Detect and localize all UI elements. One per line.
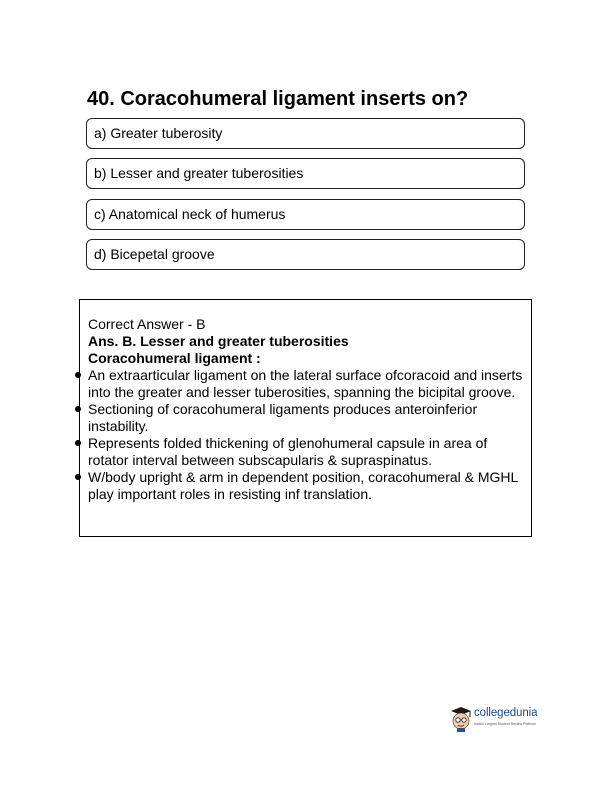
option-a[interactable]: a) Greater tuberosity (86, 118, 525, 149)
bullet-icon (75, 440, 81, 446)
explanation-heading: Coracohumeral ligament : (88, 350, 261, 366)
explanation-bullet-list (88, 367, 523, 503)
answer-explanation-box (79, 299, 532, 537)
option-c[interactable]: c) Anatomical neck of humerus (86, 199, 525, 230)
list-item: Sectioning of coracohumeral ligaments produces anteroinferior instability. (88, 401, 523, 435)
list-item: Represents folded thickening of glenohumeral capsule in area of rotator interval between subscapularis & supraspinatus. (88, 435, 523, 469)
list-item: An extraarticular ligament on the lateral surface ofcoracoid and inserts into the greater and lesser tuberosities, spanning the bicipital groove. (88, 367, 523, 401)
list-item: W/body upright & arm in dependent position, coracohumeral & MGHL play important roles in resisting inf translation. (88, 469, 523, 503)
option-d[interactable]: d) Bicepetal groove (86, 239, 525, 270)
bullet-icon (75, 474, 81, 480)
graduate-mascot-icon (450, 706, 472, 732)
answer-line: Ans. B. Lesser and greater tuberosities (88, 333, 349, 349)
bullet-icon (75, 372, 81, 378)
option-b[interactable]: b) Lesser and greater tuberosities (86, 158, 525, 189)
correct-answer-label: Correct Answer - B (88, 316, 206, 332)
collegedunia-logo (450, 706, 546, 736)
brand-name: collegedunia (474, 707, 538, 719)
bullet-icon (75, 406, 81, 412)
question-title: 40. Coracohumeral ligament inserts on? (87, 88, 469, 110)
brand-tagline: India's Largest Student Review Platform (474, 722, 537, 726)
